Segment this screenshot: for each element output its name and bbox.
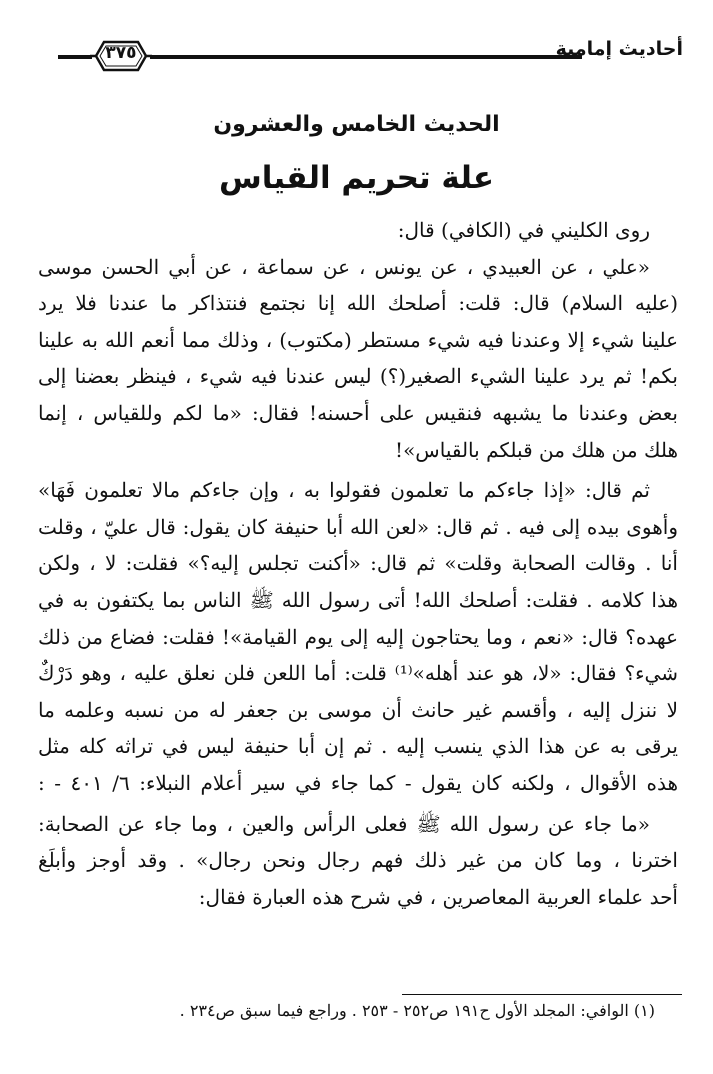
hadith-title: علة تحريم القياس [218, 160, 495, 196]
body-line: بعض وعندنا ما يشبهه فنقيس على أحسنه! فقال: «ما لكم وللقياس ، إنما [38, 400, 678, 425]
body-line: «ما جاء عن رسول الله ﷺ فعلى الرأس والعين ، وما جاء عن الصحابة: [38, 811, 650, 836]
body-line: هذا كلامه . فقلت: أصلحك الله! أتى رسول الله ﷺ الناس بما يكتفون به في [38, 587, 678, 612]
body-line: روى الكليني في (الكافي) قال: [397, 218, 650, 242]
body-line: علينا شيء إلا وعندنا فيه شيء مستطر (مكتوب) ، وذلك مما أنعم الله به علينا [38, 327, 678, 352]
header-rule [150, 55, 582, 59]
body-line: أنا . وقالت الصحابة وقلت» ثم قال: «أكنت تجلس إليه؟» فقلت: لا ، ولكن [38, 551, 678, 576]
body-line: شيء؟ فقال: «لا، هو عند أهله»⁽¹⁾ قلت: أما اللعن فلن نعلق عليه ، وهو دَرْكٌ [38, 661, 678, 686]
body-line: عهده؟ قال: «نعم ، وما يحتاجون إليه إلى يوم القيامة»! فقلت: فضاع من ذلك [38, 624, 678, 649]
body-line: «علي ، عن العبيدي ، عن يونس ، عن سماعة ، عن أبي الحسن موسى [38, 254, 650, 279]
body-line: هلك من هلك من قبلكم بالقياس»! [395, 437, 678, 462]
body-line: وأهوى بيده إلى فيه . ثم قال: «لعن الله أبا حنيفة كان يقول: قال عليّ ، وقلت [38, 514, 678, 539]
footnote: (١) الوافي: المجلد الأول ح١٩١ ص٢٥٢ - ٢٥٣ . وراجع فيما سبق ص٢٣٤ . [179, 1001, 655, 1020]
running-head-book-title: أحاديث إمامية [555, 38, 683, 60]
body-line: هذه الأقوال ، ولكنه كان يقول - كما جاء في سير أعلام النبلاء: ٦/ ٤٠١ - : [38, 770, 678, 795]
header-rule-left [58, 55, 92, 59]
body-line: يرقى به عن هذا الذي ينسب إليه . ثم إن أبا حنيفة ليس في تراثه كله مثل [38, 734, 678, 759]
footnote-rule [402, 994, 682, 995]
body-line: ثم قال: «إذا جاءكم ما تعلمون فقولوا به ، وإن جاءكم مالا تعلمون فَهَا» [38, 478, 650, 503]
hadith-number-heading: الحديث الخامس والعشرون [213, 112, 500, 137]
body-line: (عليه السلام) قال: قلت: أصلحك الله إنا نجتمع فنتذاكر ما عندنا فلا يرد [38, 291, 678, 316]
body-line: اخترنا ، وما كان من غير ذلك فهم رجال ونحن رجال» . وقد أوجز وأبلَغ [38, 848, 678, 873]
body-line: أحد علماء العربية المعاصرين ، في شرح هذه العبارة فقال: [198, 884, 678, 909]
body-line: بكم! ثم يرد علينا الشيء الصغير(؟) ليس عندنا فيه شيء ، فينظر بعضنا إلى [38, 364, 678, 389]
body-text [38, 212, 678, 915]
page-number: ٣٧٥ [105, 43, 137, 63]
body-line: لا ننزل إليه ، وأقسم غير حانث أن موسى بن جعفر له من نسبه وعلمه ما [38, 697, 678, 722]
